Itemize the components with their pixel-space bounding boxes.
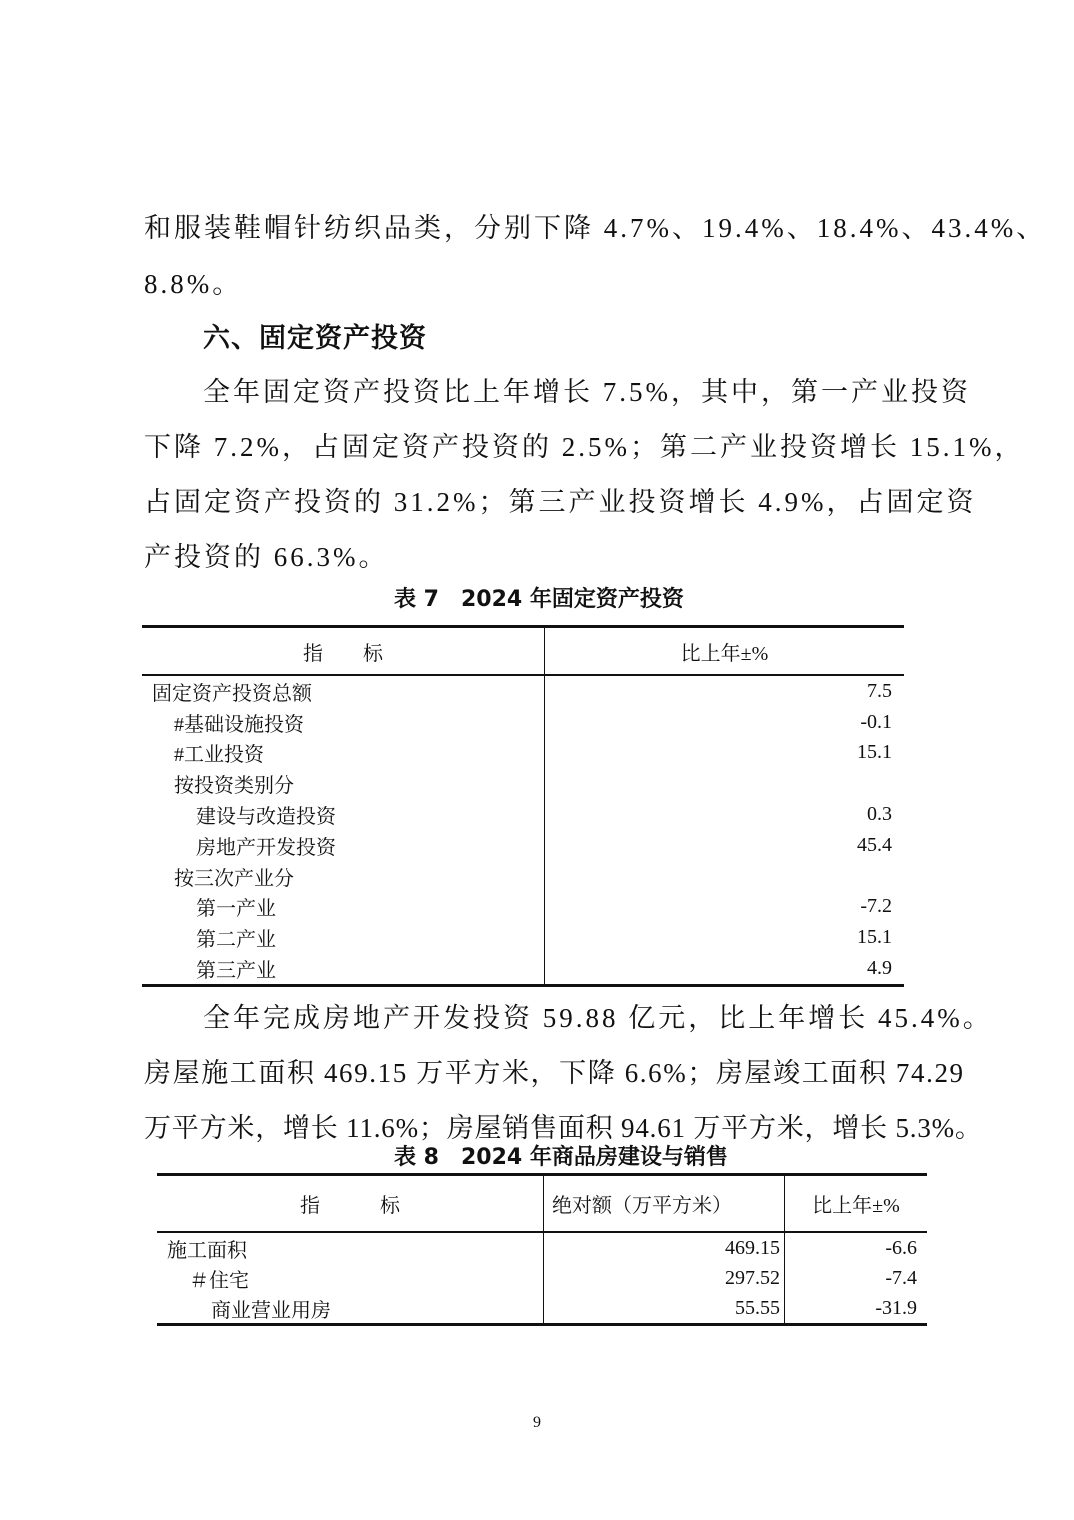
header-change: 比上年±% bbox=[545, 627, 905, 676]
paragraph-line: 占固定资产投资的 31.2%；第三产业投资增长 4.9%，占固定资 bbox=[144, 487, 977, 517]
table-row bbox=[142, 861, 904, 892]
table8 bbox=[157, 1173, 927, 1326]
row-label: 第三产业 bbox=[142, 953, 545, 985]
table-header-row bbox=[142, 627, 904, 676]
row-change: -7.4 bbox=[885, 1266, 917, 1289]
table-row bbox=[142, 830, 904, 861]
row-value: -0.1 bbox=[860, 710, 892, 733]
row-amount: 469.15 bbox=[544, 1232, 785, 1263]
paragraph-line: 房屋施工面积 469.15 万平方米，下降 6.6%；房屋竣工面积 74.29 bbox=[144, 1058, 965, 1088]
row-value: 15.1 bbox=[857, 926, 892, 949]
table-row bbox=[142, 707, 904, 738]
row-label: 按投资类别分 bbox=[142, 768, 545, 799]
table-row bbox=[157, 1232, 927, 1263]
paragraph-line: 和服装鞋帽针纺织品类，分别下降 4.7%、19.4%、18.4%、43.4%、 bbox=[144, 213, 1047, 243]
row-value: 4.9 bbox=[867, 957, 892, 980]
row-label: 施工面积 bbox=[157, 1232, 544, 1263]
table-row bbox=[142, 768, 904, 799]
header-indicator: 指 标 bbox=[142, 627, 545, 676]
paragraph-line: 产投资的 66.3%。 bbox=[144, 542, 389, 572]
paragraph-line: 万平方米，增长 11.6%；房屋销售面积 94.61 万平方米，增长 5.3%。 bbox=[144, 1113, 983, 1143]
table7 bbox=[142, 625, 904, 987]
table7-caption: 表 7 2024 年固定资产投资 bbox=[394, 587, 684, 612]
row-label: 房地产开发投资 bbox=[142, 830, 545, 861]
page-number: 9 bbox=[533, 1414, 541, 1431]
row-label: #工业投资 bbox=[142, 738, 545, 769]
row-value bbox=[545, 768, 905, 799]
row-value: -7.2 bbox=[860, 895, 892, 918]
row-label: #基础设施投资 bbox=[142, 707, 545, 738]
row-change: -31.9 bbox=[875, 1296, 917, 1319]
row-label: ＃住宅 bbox=[157, 1263, 544, 1293]
table-row bbox=[142, 738, 904, 769]
table-row bbox=[142, 953, 904, 985]
table8-caption: 表 8 2024 年商品房建设与销售 bbox=[394, 1145, 728, 1170]
row-label: 第二产业 bbox=[142, 922, 545, 953]
row-value: 15.1 bbox=[857, 741, 892, 764]
row-label: 商业营业用房 bbox=[157, 1293, 544, 1325]
row-label: 建设与改造投资 bbox=[142, 799, 545, 830]
row-label: 按三次产业分 bbox=[142, 861, 545, 892]
section-heading: 六、固定资产投资 bbox=[203, 323, 427, 354]
row-amount: 297.52 bbox=[544, 1263, 785, 1293]
paragraph-line: 下降 7.2%，占固定资产投资的 2.5%；第二产业投资增长 15.1%， bbox=[144, 432, 1025, 462]
row-label: 固定资产投资总额 bbox=[142, 675, 545, 707]
table-header-row bbox=[157, 1175, 927, 1233]
table-row bbox=[142, 675, 904, 707]
header-indicator: 指 标 bbox=[157, 1175, 544, 1233]
row-value bbox=[545, 861, 905, 892]
row-value: 7.5 bbox=[867, 679, 892, 702]
header-amount: 绝对额（万平方米） bbox=[544, 1175, 785, 1233]
paragraph-line: 全年固定资产投资比上年增长 7.5%，其中，第一产业投资 bbox=[203, 377, 971, 407]
paragraph-line: 全年完成房地产开发投资 59.88 亿元，比上年增长 45.4%。 bbox=[203, 1003, 993, 1033]
table-row bbox=[157, 1293, 927, 1325]
header-change: 比上年±% bbox=[785, 1175, 928, 1233]
table-row bbox=[142, 892, 904, 923]
paragraph-line: 8.8%。 bbox=[144, 269, 243, 299]
row-amount: 55.55 bbox=[544, 1293, 785, 1325]
row-change: -6.6 bbox=[885, 1236, 917, 1259]
row-value: 45.4 bbox=[857, 833, 892, 856]
row-value: 0.3 bbox=[867, 803, 892, 826]
row-label: 第一产业 bbox=[142, 892, 545, 923]
table-row bbox=[142, 922, 904, 953]
table-row bbox=[157, 1263, 927, 1293]
table-row bbox=[142, 799, 904, 830]
